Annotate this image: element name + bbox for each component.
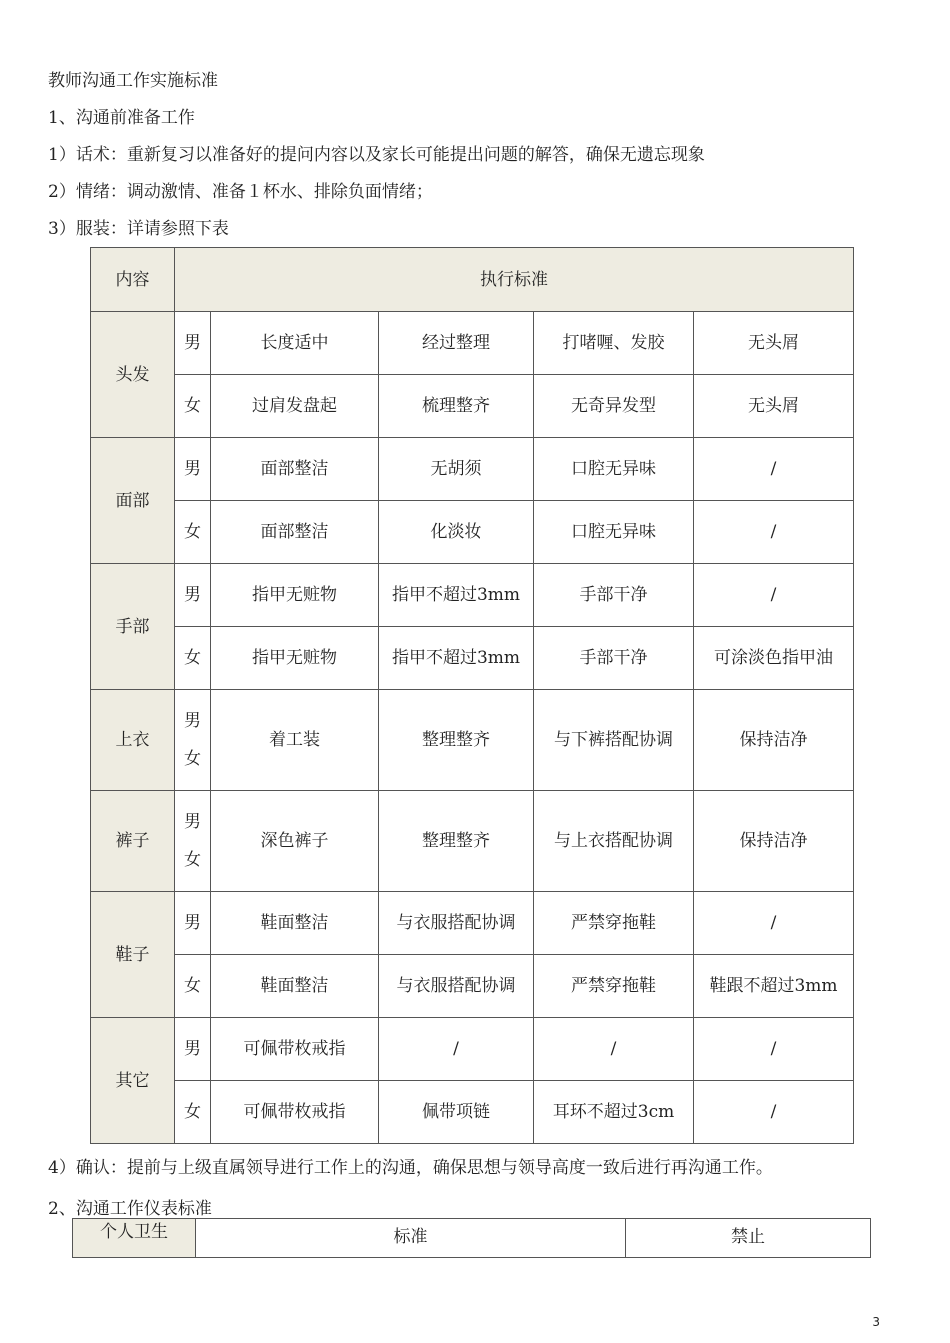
gender-cell: 男	[175, 438, 211, 501]
header-standard: 执行标准	[175, 248, 854, 312]
table-cell: 可涂淡色指甲油	[694, 627, 854, 690]
table-row	[91, 627, 854, 690]
category-cell: 上衣	[91, 690, 175, 791]
table-cell: /	[694, 1081, 854, 1144]
table-cell: 无头屑	[694, 312, 854, 375]
table-cell: 与衣服搭配协调	[379, 892, 534, 955]
table-cell: 鞋面整洁	[211, 955, 379, 1018]
gender-cell: 男	[175, 1018, 211, 1081]
gender-cell: 女	[175, 627, 211, 690]
table-cell: 整理整齐	[379, 791, 534, 892]
table-row	[91, 501, 854, 564]
table-cell: /	[694, 438, 854, 501]
table-row	[91, 690, 854, 791]
table-cell: 化淡妆	[379, 501, 534, 564]
table-header-row	[73, 1219, 871, 1258]
table-cell: 可佩带枚戒指	[211, 1081, 379, 1144]
table-cell: 严禁穿拖鞋	[534, 892, 694, 955]
item-4-confirm: 4）确认：提前与上级直属领导进行工作上的沟通，确保思想与领导高度一致后进行再沟通工作。	[48, 1158, 773, 1178]
page-number: 3	[872, 1315, 880, 1329]
table-row	[91, 1018, 854, 1081]
gender-cell: 女	[175, 1081, 211, 1144]
table-row	[91, 955, 854, 1018]
table-cell: 面部整洁	[211, 438, 379, 501]
gender-male: 男	[184, 812, 201, 832]
gender-cell: 女	[175, 501, 211, 564]
table-cell: 着工装	[211, 690, 379, 791]
table-row	[91, 375, 854, 438]
table-row	[91, 1081, 854, 1144]
header-forbidden: 禁止	[626, 1219, 871, 1258]
table-cell: /	[694, 564, 854, 627]
table-cell: 面部整洁	[211, 501, 379, 564]
table-cell: 保持洁净	[694, 791, 854, 892]
category-cell: 鞋子	[91, 892, 175, 1018]
table-cell: 与衣服搭配协调	[379, 955, 534, 1018]
table-cell: 鞋面整洁	[211, 892, 379, 955]
table-cell: /	[379, 1018, 534, 1081]
gender-cell	[175, 791, 211, 892]
gender-cell: 女	[175, 955, 211, 1018]
table-row	[91, 312, 854, 375]
table-cell: 经过整理	[379, 312, 534, 375]
table-cell: 指甲无赃物	[211, 564, 379, 627]
category-cell: 手部	[91, 564, 175, 690]
table-cell: 整理整齐	[379, 690, 534, 791]
item-2-emotion: 2）情绪：调动激情、准备１杯水、排除负面情绪；	[48, 182, 433, 202]
category-cell: 其它	[91, 1018, 175, 1144]
etiquette-standard-table	[72, 1218, 871, 1258]
gender-cell: 男	[175, 312, 211, 375]
table-cell: 无头屑	[694, 375, 854, 438]
category-cell: 裤子	[91, 791, 175, 892]
table-cell: 深色裤子	[211, 791, 379, 892]
item-1-script: 1）话术：重新复习以准备好的提问内容以及家长可能提出问题的解答，确保无遗忘现象	[48, 145, 705, 165]
gender-cell: 女	[175, 375, 211, 438]
table-cell: 指甲不超过3mm	[379, 564, 534, 627]
gender-cell: 男	[175, 892, 211, 955]
table-cell: 保持洁净	[694, 690, 854, 791]
table-cell: 严禁穿拖鞋	[534, 955, 694, 1018]
section-1-title: 1、沟通前准备工作	[48, 108, 195, 128]
table-cell: 可佩带枚戒指	[211, 1018, 379, 1081]
header-hygiene: 个人卫生	[73, 1219, 196, 1258]
header-standard: 标准	[196, 1219, 626, 1258]
category-cell: 头发	[91, 312, 175, 438]
table-cell: 耳环不超过3cm	[534, 1081, 694, 1144]
table-cell: 口腔无异味	[534, 438, 694, 501]
table-cell: 长度适中	[211, 312, 379, 375]
table-row	[91, 438, 854, 501]
page-title: 教师沟通工作实施标准	[48, 71, 218, 91]
table-cell: 与上衣搭配协调	[534, 791, 694, 892]
category-cell: 面部	[91, 438, 175, 564]
gender-cell	[175, 690, 211, 791]
table-cell: 口腔无异味	[534, 501, 694, 564]
table-cell: 手部干净	[534, 627, 694, 690]
table-row	[91, 564, 854, 627]
table-cell: 过肩发盘起	[211, 375, 379, 438]
table-cell: 佩带项链	[379, 1081, 534, 1144]
table-cell: /	[694, 1018, 854, 1081]
gender-cell: 男	[175, 564, 211, 627]
header-category: 内容	[91, 248, 175, 312]
table-cell: 手部干净	[534, 564, 694, 627]
table-cell: /	[694, 501, 854, 564]
table-cell: 与下裤搭配协调	[534, 690, 694, 791]
table-cell: 指甲不超过3mm	[379, 627, 534, 690]
table-cell: /	[534, 1018, 694, 1081]
table-cell: 鞋跟不超过3mm	[694, 955, 854, 1018]
table-cell: 指甲无赃物	[211, 627, 379, 690]
table-header-row	[91, 248, 854, 312]
gender-male: 男	[184, 711, 201, 731]
table-cell: 梳理整齐	[379, 375, 534, 438]
table-cell: /	[694, 892, 854, 955]
dress-standard-table	[90, 247, 854, 1144]
gender-female: 女	[184, 749, 201, 769]
table-row	[91, 892, 854, 955]
table-cell: 打啫喱、发胶	[534, 312, 694, 375]
item-3-attire: 3）服装：详请参照下表	[48, 219, 229, 239]
section-2-title: 2、沟通工作仪表标准	[48, 1199, 212, 1219]
gender-female: 女	[184, 850, 201, 870]
table-cell: 无胡须	[379, 438, 534, 501]
table-cell: 无奇异发型	[534, 375, 694, 438]
table-row	[91, 791, 854, 892]
